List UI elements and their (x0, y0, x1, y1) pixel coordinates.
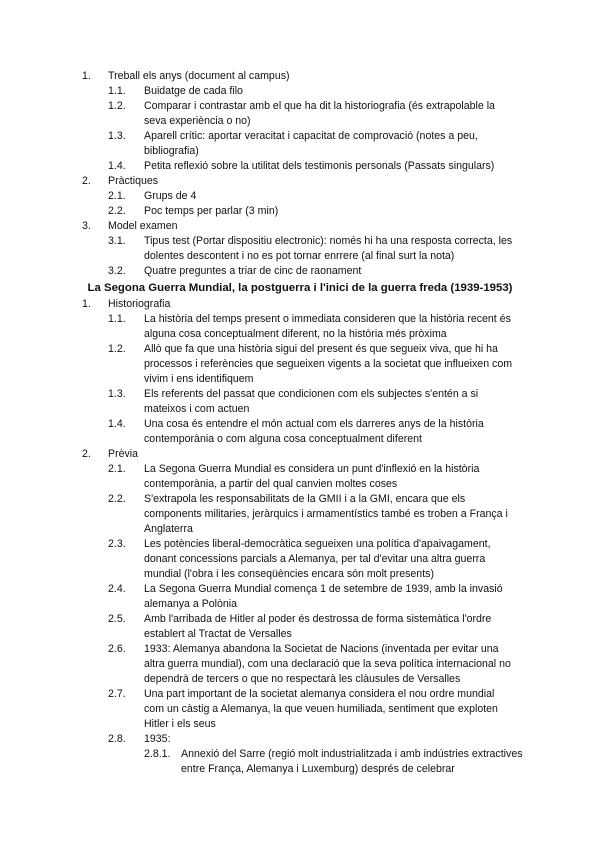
list-number: 2.1. (108, 190, 126, 202)
list-number: 1.4. (108, 418, 126, 430)
list-number: 2.5. (108, 613, 126, 625)
list-text: Allò que fa que una història sigui del present és que segueix viva, que hi ha processos i referències que segueixen vigents a la societat que influeixen com vivim i ens identifiquem (144, 343, 513, 385)
list-number: 1. (82, 298, 91, 310)
list-text: Petita reflexió sobre la utilitat dels testimonis personals (Passats singulars) (144, 160, 495, 172)
list-number: 1.2. (108, 343, 126, 355)
list-text: 1935: (144, 733, 171, 745)
sub-list-item (0, 312, 600, 342)
list-number: 2.7. (108, 688, 126, 700)
list-text: Model examen (108, 220, 178, 232)
list-text: Una part important de la societat alemanya considera el nou ordre mundial com un càstig a Alemanya, la que veuen humiliada, sentiment que exploten Hitler i els seus (144, 688, 498, 730)
list-item (0, 69, 600, 84)
list-item (0, 447, 600, 462)
list-text: Tipus test (Portar dispositiu electronic): només hi ha una resposta correcta, les dolentes descontent i no es pot tornar enrrere (al final surt la nota) (144, 235, 513, 262)
sub-list-item (0, 204, 600, 219)
list-text: 1933: Alemanya abandona la Societat de Nacions (inventada per evitar una altra guerra mundial), com una declaració que la seva política internacional no dependrà de tercers o que no respectarà les clàusules de Versalles (144, 643, 511, 685)
sub-list-item (0, 537, 600, 582)
sub-list-item (0, 84, 600, 99)
sub-list-item (0, 582, 600, 612)
list-number: 2.8. (108, 733, 126, 745)
list-number: 3. (82, 220, 91, 232)
list-number: 1.3. (108, 388, 126, 400)
list-number: 1. (82, 70, 91, 82)
sub-list-item (0, 417, 600, 447)
list-text: La Segona Guerra Mundial es considera un punt d'inflexió en la història contemporània, a partir del qual canvien moltes coses (144, 463, 480, 490)
list-item (0, 174, 600, 189)
list-number: 2.4. (108, 583, 126, 595)
list-number: 3.1. (108, 235, 126, 247)
list-text: Amb l'arribada de Hitler al poder és destrossa de forma sistemàtica l'ordre establert al Tractat de Versalles (144, 613, 492, 640)
list-item (0, 297, 600, 312)
list-text: Els referents del passat que condicionen com els subjectes s'entén a si mateixos i com actuen (144, 388, 479, 415)
list-number: 2.3. (108, 538, 126, 550)
sub-list-item (0, 99, 600, 129)
list-text: S'extrapola les responsabilitats de la GMII i a la GMI, encara que els components militaries, jeràrquics i armamentístics també es troben a França i Anglaterra (144, 493, 508, 535)
list-number: 1.1. (108, 313, 126, 325)
list-number: 2.1. (108, 463, 126, 475)
list-text: Historiografia (108, 298, 171, 310)
sub-list-item (0, 264, 600, 279)
sub-list-item (0, 342, 600, 387)
list-item (0, 219, 600, 234)
list-number: 2.6. (108, 643, 126, 655)
document-page (0, 69, 600, 777)
section-heading: La Segona Guerra Mundial, la postguerra i l'inici de la guerra freda (1939-1953) (87, 282, 513, 294)
sub-list-item (0, 612, 600, 642)
list-number: 2. (82, 448, 91, 460)
list-number: 1.1. (108, 85, 126, 97)
list-number: 2.2. (108, 493, 126, 505)
sub-list-item (0, 492, 600, 537)
sub-list-item (0, 129, 600, 159)
list-text: Annexió del Sarre (regió molt industrialitzada i amb indústries extractives entre França, Alemanya i Luxemburg) després de celebrar (181, 748, 523, 775)
list-text: Les potències liberal-democràtica segueixen una política d'apaivagament, donant concessions parcials a Alemanya, per tal d'evitar una altra guerra mundial (l'obra i les conseqüències encara són molt presents) (144, 538, 491, 580)
list-text: Buidatge de cada filo (144, 85, 243, 97)
list-text: Quatre preguntes a triar de cinc de raonament (144, 265, 362, 277)
list-text: Pràctiques (108, 175, 159, 187)
list-text: La Segona Guerra Mundial comença 1 de setembre de 1939, amb la invasió alemanya a Polònia (144, 583, 503, 610)
list-number: 3.2. (108, 265, 126, 277)
list-number: 2. (82, 175, 91, 187)
list-number: 1.3. (108, 130, 126, 142)
list-text: Una cosa és entendre el món actual com els darreres anys de la història contemporània o com alguna cosa conceptualment diferent (144, 418, 484, 445)
sub-list-item (0, 687, 600, 732)
sub-list-item (0, 234, 600, 264)
list-number: 2.8.1. (144, 748, 171, 760)
sub-list-item (0, 462, 600, 492)
list-text: Aparell crític: aportar veracitat i capacitat de comprovació (notes a peu, bibliografia) (144, 130, 478, 157)
sub-list-item (0, 642, 600, 687)
sub-list-item (0, 159, 600, 174)
sub-list-item (0, 189, 600, 204)
list-number: 2.2. (108, 205, 126, 217)
list-number: 1.2. (108, 100, 126, 112)
list-text: Grups de 4 (144, 190, 197, 202)
list-text: Treball els anys (document al campus) (108, 70, 290, 82)
list-text: Prèvia (108, 448, 139, 460)
list-text: Comparar i contrastar amb el que ha dit la historiografia (és extrapolable la seva experiència o no) (144, 100, 495, 127)
list-text: Poc temps per parlar (3 min) (144, 205, 279, 217)
sub-list-item (0, 387, 600, 417)
sub-sub-list-item (0, 747, 600, 777)
list-text: La història del temps present o immediata consideren que la història recent és alguna cosa conceptualment diferent, no la història més pròxima (144, 313, 511, 340)
sub-list-item (0, 732, 600, 747)
list-number: 1.4. (108, 160, 126, 172)
